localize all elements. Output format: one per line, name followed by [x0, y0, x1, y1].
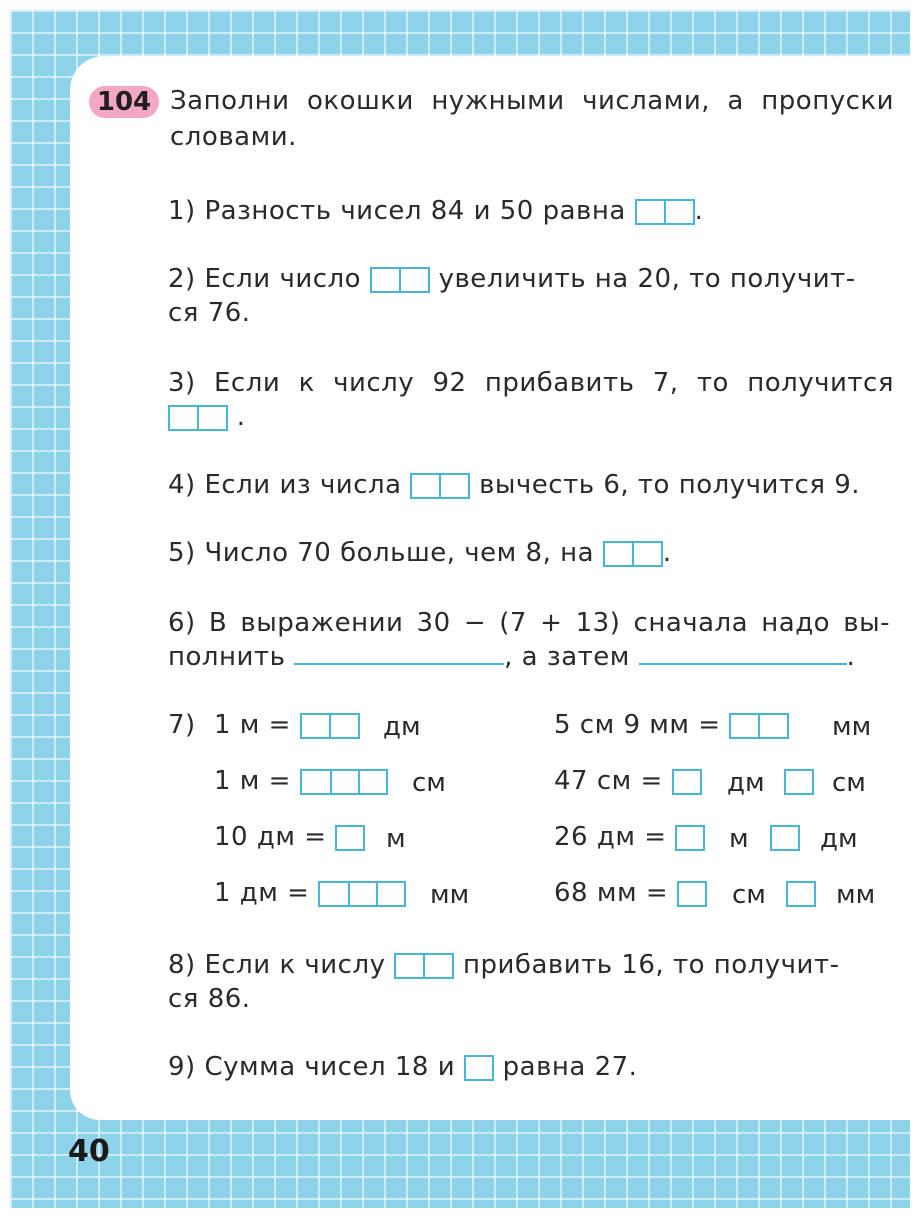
word-blank-2[interactable]	[639, 645, 847, 665]
conv-left-4	[214, 876, 406, 910]
conv-left-2-unit: см	[412, 768, 446, 798]
item-1	[168, 194, 703, 228]
item-8-text-b: прибавить 16, то получит-	[463, 950, 840, 980]
item-6-text-a: полнить	[168, 642, 286, 672]
conv-right-3	[554, 820, 705, 854]
item-8-line-1	[168, 948, 839, 982]
item-3-line-1: 3) Если к числу 92 прибавить 7, то получится	[168, 368, 894, 398]
answer-box-7a[interactable]	[300, 713, 360, 739]
item-8-text-a: 8) Если к числу	[168, 950, 386, 980]
item-6-text-b: , а затем	[504, 642, 630, 672]
answer-box-5[interactable]	[603, 541, 663, 567]
conv-left-1-unit: дм	[383, 712, 421, 742]
conv-right-4-expr: 68 мм =	[554, 878, 669, 908]
answer-box-1[interactable]	[635, 199, 695, 225]
task-title-line-1: Заполни окошки нужными числами, а пропуски	[170, 86, 894, 116]
conv-left-4-unit: мм	[430, 880, 470, 910]
item-9-text-b: равна 27.	[502, 1052, 638, 1082]
conv-right-3-expr: 26 дм =	[554, 822, 667, 852]
conv-right-1-unit: мм	[832, 712, 872, 742]
answer-box-7j[interactable]	[677, 881, 707, 907]
word-blank-1[interactable]	[294, 645, 504, 665]
item-1-text: 1) Разность чисел 84 и 50 равна	[168, 196, 626, 226]
conv-right-3-unit-2: дм	[820, 824, 858, 854]
conv-left-3-unit: м	[386, 824, 406, 854]
conv-right-2-box2	[784, 764, 814, 798]
answer-box-2[interactable]	[370, 267, 430, 293]
item-4-text-a: 4) Если из числа	[168, 470, 402, 500]
conv-right-3-box2	[770, 820, 800, 854]
item-6-line-2	[168, 640, 855, 674]
conv-left-3-expr: 10 дм =	[214, 822, 327, 852]
conv-right-3-unit-1: м	[729, 824, 749, 854]
item-2-line-2: ся 76.	[168, 298, 251, 328]
conv-right-4-unit-1: см	[732, 880, 766, 910]
conv-right-2-unit-1: дм	[727, 768, 765, 798]
answer-box-9[interactable]	[464, 1055, 494, 1081]
conv-right-4	[554, 876, 707, 910]
answer-box-7f[interactable]	[672, 769, 702, 795]
conv-right-4-unit-2: мм	[836, 880, 876, 910]
answer-box-4[interactable]	[410, 473, 470, 499]
answer-box-7b[interactable]	[300, 769, 388, 795]
answer-box-7g[interactable]	[784, 769, 814, 795]
conv-right-2-expr: 47 см =	[554, 766, 663, 796]
answer-box-7i[interactable]	[770, 825, 800, 851]
conv-right-1-expr: 5 см 9 мм =	[554, 710, 721, 740]
item-1-end: .	[694, 196, 704, 226]
answer-box-3[interactable]	[168, 405, 228, 431]
conv-left-1-expr: 1 м =	[214, 710, 291, 740]
conv-right-1	[554, 708, 789, 742]
item-6-end: .	[846, 642, 856, 672]
answer-box-7d[interactable]	[318, 881, 406, 907]
conv-left-2	[214, 764, 388, 798]
conv-right-2	[554, 764, 702, 798]
conv-left-4-expr: 1 дм =	[214, 878, 310, 908]
item-5-end: .	[662, 538, 672, 568]
item-5	[168, 536, 672, 570]
answer-box-7c[interactable]	[335, 825, 365, 851]
task-title-line-2: словами.	[170, 122, 297, 152]
answer-box-8[interactable]	[394, 953, 454, 979]
item-6-line-1: 6) В выражении 30 − (7 + 13) сначала надо вы-	[168, 608, 890, 638]
conv-right-2-unit-2: см	[832, 768, 866, 798]
item-5-text: 5) Число 70 больше, чем 8, на	[168, 538, 595, 568]
item-8-line-2: ся 86.	[168, 984, 251, 1014]
item-9	[168, 1050, 637, 1084]
item-2-text-a: 2) Если число	[168, 264, 362, 294]
conv-right-4-box2	[786, 876, 816, 910]
item-2-text-b: увеличить на 20, то получит-	[438, 264, 856, 294]
answer-box-7e[interactable]	[729, 713, 789, 739]
conv-left-2-expr: 1 м =	[214, 766, 291, 796]
item-4-text-b: вычесть 6, то получится 9.	[479, 470, 861, 500]
item-3-line-2	[168, 400, 246, 434]
task-number-badge: 104	[89, 86, 159, 118]
conv-left-1	[214, 708, 360, 742]
conv-left-3	[214, 820, 365, 854]
item-3-end: .	[236, 402, 246, 432]
page-number: 40	[68, 1134, 110, 1169]
item-4	[168, 468, 860, 502]
item-2-line-1	[168, 262, 856, 296]
answer-box-7k[interactable]	[786, 881, 816, 907]
item-7-label: 7)	[168, 710, 196, 740]
answer-box-7h[interactable]	[675, 825, 705, 851]
item-9-text-a: 9) Сумма чисел 18 и	[168, 1052, 456, 1082]
